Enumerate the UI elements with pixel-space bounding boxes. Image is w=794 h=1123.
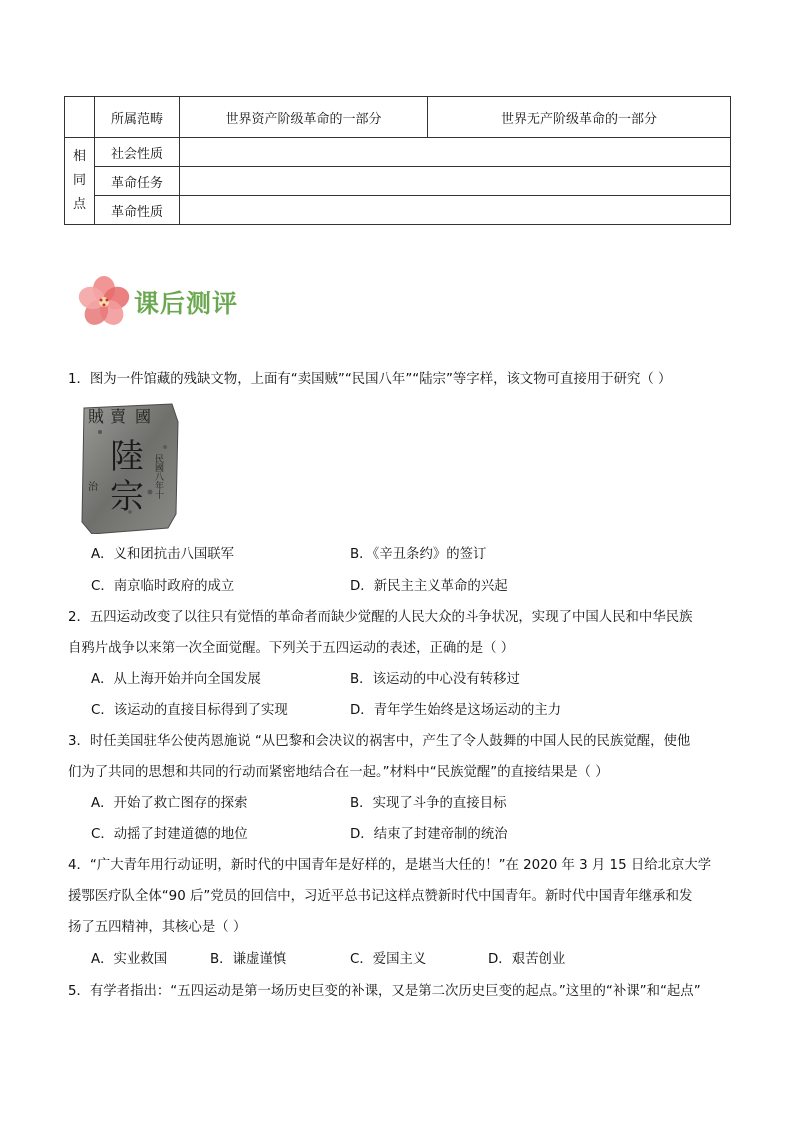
svg-text:賊: 賊 [88, 407, 105, 426]
svg-text:賣: 賣 [110, 407, 127, 426]
bourgeois-revolution-cell: 世界资产阶级革命的一部分 [180, 97, 428, 138]
similarities-group-label: 相 同 点 [65, 138, 95, 225]
question-3: 3．时任美国驻华公使芮恩施说 “从巴黎和会决议的祸害中，产生了令人鼓舞的中国人民的民族觉醒，使他 们为了共同的思想和共同的行动而紧密地结合在一起。”材料中“民族觉醒”的直接结果是（ ） [68, 734, 691, 780]
relic-stone-icon [80, 402, 180, 534]
table-row [65, 196, 731, 225]
comparison-table [64, 96, 731, 225]
q1-option-d[interactable]: D．新民主主义革命的兴起 [350, 579, 508, 594]
proletarian-revolution-cell: 世界无产阶级革命的一部分 [428, 97, 731, 138]
table-row [65, 138, 731, 167]
q2-option-c[interactable]: C．该运动的直接目标得到了实现 [91, 703, 288, 718]
q3-option-a[interactable]: A．开始了救亡图存的探索 [91, 796, 248, 811]
svg-text:國: 國 [135, 407, 152, 426]
q3-option-b[interactable]: B．实现了斗争的直接目标 [350, 796, 507, 811]
category-label: 所属范畴 [95, 97, 180, 138]
q4-option-a[interactable]: A．实业救国 [91, 952, 168, 967]
q3-option-d[interactable]: D．结束了封建帝制的统治 [350, 827, 508, 842]
q4-option-d[interactable]: D．艰苦创业 [488, 952, 566, 967]
svg-text:宗: 宗 [110, 477, 144, 517]
table-row [65, 167, 731, 196]
question-5: 5．有学者指出：“五四运动是第一场历史巨变的补课，又是第二次历史巨变的起点。”这里的“补课”和“起点” [68, 984, 701, 999]
q3-option-c[interactable]: C．动摇了封建道德的地位 [91, 827, 248, 842]
answer-cell[interactable] [180, 196, 731, 225]
answer-cell[interactable] [180, 138, 731, 167]
q1-option-c[interactable]: C．南京临时政府的成立 [91, 579, 235, 594]
q2-option-d[interactable]: D．青年学生始终是这场运动的主力 [350, 703, 562, 718]
row-label-revolution-nature: 革命性质 [95, 196, 180, 225]
question-1: 1．图为一件馆藏的残缺文物，上面有“卖国贼”“民国八年”“陆宗”等字样，该文物可直接用于研究（ ） [68, 372, 672, 387]
svg-text:民國八年十: 民國八年十 [153, 454, 163, 499]
q4-option-b[interactable]: B．谦虚谨慎 [210, 952, 287, 967]
section-banner [76, 276, 316, 328]
table-corner-cell [65, 97, 95, 138]
answer-cell[interactable] [180, 167, 731, 196]
q1-option-a[interactable]: A．义和团抗击八国联军 [91, 547, 235, 562]
q1-option-b[interactable]: B．《辛丑条约》的签订 [350, 547, 487, 562]
q4-option-c[interactable]: C．爱国主义 [350, 952, 427, 967]
table-header-row [65, 97, 731, 138]
q2-option-b[interactable]: B．该运动的中心没有转移过 [350, 672, 520, 687]
plum-blossom-icon [76, 276, 132, 328]
row-label-social-nature: 社会性质 [95, 138, 180, 167]
q2-option-a[interactable]: A．从上海开始并向全国发展 [91, 672, 261, 687]
section-title: 课后测评 [134, 289, 239, 318]
question-4: 4．“广大青年用行动证明，新时代的中国青年是好样的，是堪当大任的！”在 2020 年 3 月 15 日给北京大学 援鄂医疗队全体“90 后”党员的回信中，习近平总书记这样点赞新时代中国青年。新时代中国青年继承和发 扬了五四精神，其核心是（ ） [68, 858, 712, 935]
question-2: 2．五四运动改变了以往只有觉悟的革命者而缺少觉醒的人民大众的斗争状况，实现了中国人民和中华民族 自鸦片战争以来第一次全面觉醒。下列关于五四运动的表述，正确的是（ ） [68, 610, 693, 656]
svg-text:治: 治 [88, 482, 98, 493]
svg-text:陸: 陸 [110, 437, 144, 477]
row-label-revolution-task: 革命任务 [95, 167, 180, 196]
